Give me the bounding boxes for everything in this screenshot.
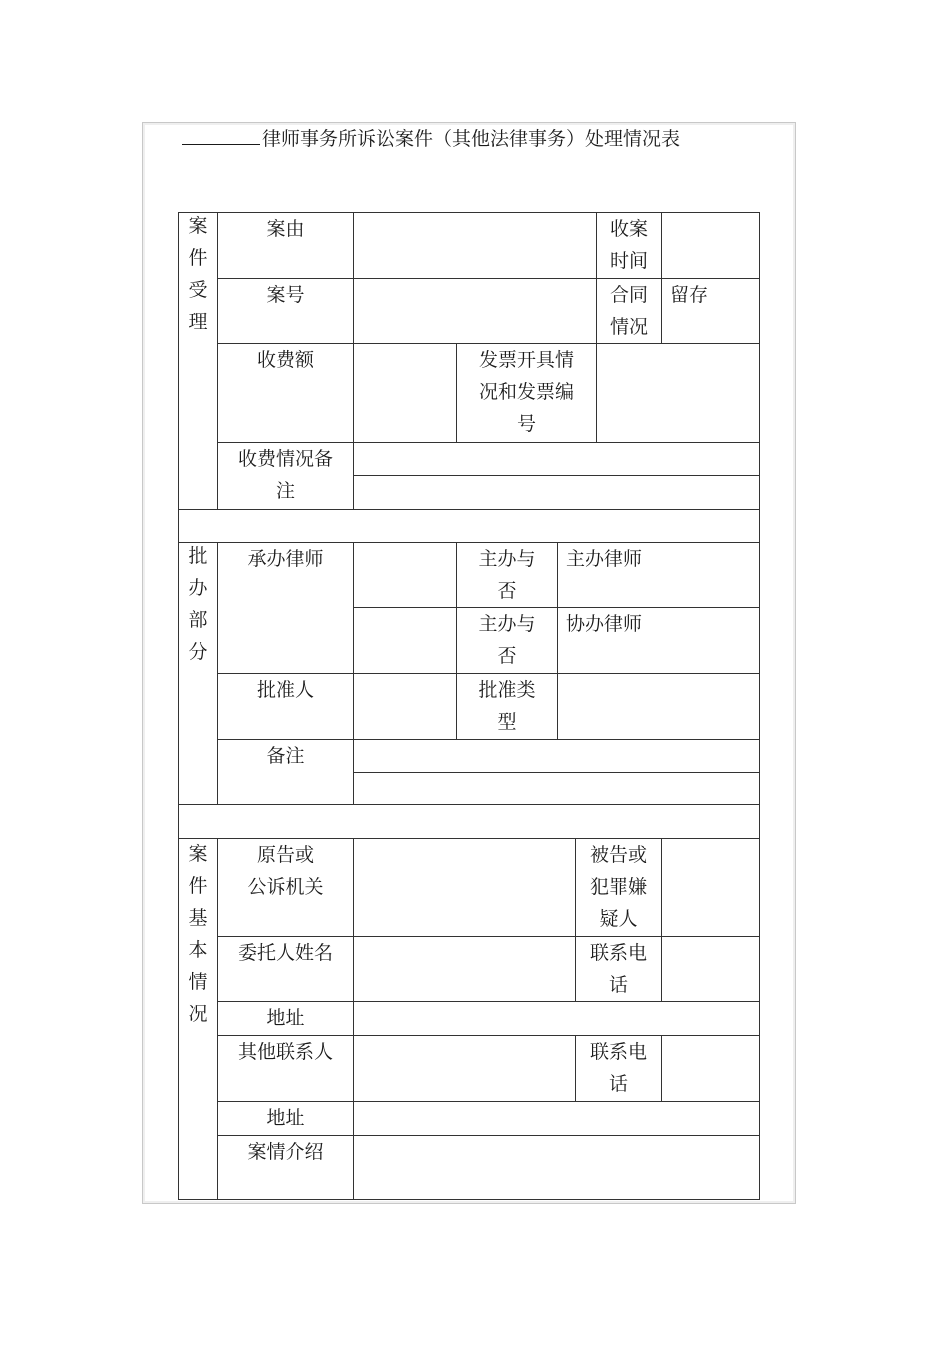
lawyer-label: 承办律师 (217, 542, 354, 674)
section3-label: 案 件 基 本 情 况 (188, 843, 208, 1025)
defendant-label: 被告或 犯罪嫌 疑人 (575, 838, 662, 937)
lead-lawyer-field[interactable]: 主办律师 (557, 542, 760, 608)
lawyer-field-1[interactable] (353, 542, 457, 608)
case-intro-field[interactable] (353, 1135, 760, 1200)
address-field-1[interactable] (353, 1001, 760, 1036)
assist-lawyer-field[interactable]: 协办律师 (557, 607, 760, 674)
plaintiff-label: 原告或 公诉机关 (217, 838, 354, 937)
section2-label: 批 办 部 分 (188, 545, 208, 663)
separator-row-2 (178, 804, 760, 839)
note-field-1[interactable] (353, 739, 760, 773)
approver-label: 批准人 (217, 673, 354, 740)
plaintiff-field[interactable] (353, 838, 576, 937)
case-reason-label: 案由 (217, 212, 354, 279)
approve-type-field[interactable] (557, 673, 760, 740)
phone-field-2[interactable] (661, 1035, 760, 1102)
separator-row-1 (178, 509, 760, 543)
other-contact-label: 其他联系人 (217, 1035, 354, 1102)
form-title: 律师事务所诉讼案件（其他法律事务）处理情况表 (182, 126, 680, 152)
receive-time-label: 收案 时间 (596, 212, 662, 279)
lead-flag-label-1: 主办与 否 (456, 542, 558, 608)
case-intro-label: 案情介绍 (217, 1135, 354, 1200)
defendant-field[interactable] (661, 838, 760, 937)
lead-flag-label-2: 主办与 否 (456, 607, 558, 674)
fee-note-field-1[interactable] (353, 442, 760, 476)
case-reason-field[interactable] (353, 212, 597, 279)
receive-time-field[interactable] (661, 212, 760, 279)
address-label-1: 地址 (217, 1001, 354, 1036)
firm-name-blank[interactable] (182, 126, 260, 145)
invoice-field[interactable] (596, 343, 760, 443)
phone-label-2: 联系电 话 (575, 1035, 662, 1102)
approver-field[interactable] (353, 673, 457, 740)
note-label: 备注 (217, 739, 354, 805)
approve-type-label: 批准类 型 (456, 673, 558, 740)
case-no-field[interactable] (353, 278, 597, 344)
case-no-label: 案号 (217, 278, 354, 344)
address-field-2[interactable] (353, 1101, 760, 1136)
note-field-2[interactable] (353, 772, 760, 805)
other-contact-field[interactable] (353, 1035, 576, 1102)
phone-field-1[interactable] (661, 936, 760, 1002)
invoice-label: 发票开具情 况和发票编 号 (456, 343, 597, 443)
fee-note-field-2[interactable] (353, 475, 760, 510)
section1-label: 案 件 受 理 (188, 215, 208, 333)
contract-field[interactable]: 留存 (661, 278, 760, 344)
address-label-2: 地址 (217, 1101, 354, 1136)
lawyer-field-2[interactable] (353, 607, 457, 674)
fee-note-label: 收费情况备 注 (217, 442, 354, 510)
client-field[interactable] (353, 936, 576, 1002)
fee-field[interactable] (353, 343, 457, 443)
phone-label-1: 联系电 话 (575, 936, 662, 1002)
contract-label: 合同 情况 (596, 278, 662, 344)
fee-label: 收费额 (217, 343, 354, 443)
client-label: 委托人姓名 (217, 936, 354, 1002)
